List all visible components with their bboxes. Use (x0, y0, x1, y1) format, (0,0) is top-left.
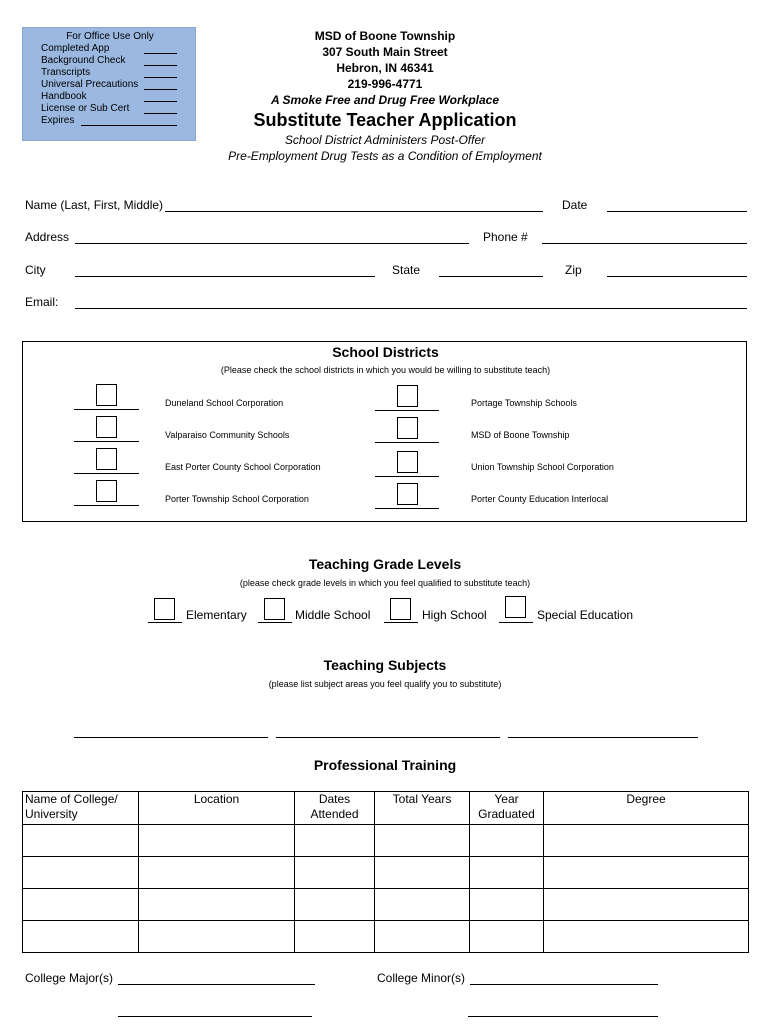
grade-label-special-education: Special Education (537, 608, 634, 622)
district-line (74, 409, 139, 410)
office-item-universal-precautions: Universal Precautions (41, 79, 139, 90)
grade-line (384, 622, 418, 623)
office-line (144, 113, 177, 114)
table-cell[interactable] (375, 857, 470, 889)
district-checkbox-porter-township[interactable] (96, 480, 117, 502)
district-label-portage: Portage Township Schools (471, 398, 577, 408)
table-cell[interactable] (544, 889, 749, 921)
subjects-title: Teaching Subjects (323, 657, 447, 673)
table-cell[interactable] (295, 857, 375, 889)
college-major-field[interactable] (118, 984, 315, 985)
district-label-boone: MSD of Boone Township (471, 430, 570, 440)
office-item-expires: Expires (41, 115, 75, 126)
date-field[interactable] (607, 211, 747, 212)
name-field[interactable] (165, 211, 543, 212)
district-label-valparaiso: Valparaiso Community Schools (165, 430, 290, 440)
grade-label-elementary: Elementary (186, 608, 247, 622)
email-label: Email: (25, 295, 59, 309)
table-row (23, 857, 749, 889)
address-label: Address (25, 230, 70, 244)
training-title: Professional Training (313, 757, 457, 773)
table-cell[interactable] (23, 825, 139, 857)
table-cell[interactable] (375, 921, 470, 953)
subtitle-2: Pre-Employment Drug Tests as a Condition of Employment (228, 149, 542, 163)
table-cell[interactable] (139, 889, 295, 921)
table-cell[interactable] (375, 825, 470, 857)
office-use-box (22, 27, 196, 141)
org-phone: 219-996-4771 (347, 77, 423, 91)
subject-field-1[interactable] (74, 737, 268, 738)
grades-title: Teaching Grade Levels (308, 556, 462, 572)
table-cell[interactable] (295, 921, 375, 953)
table-cell[interactable] (295, 825, 375, 857)
district-checkbox-union[interactable] (397, 451, 418, 473)
table-header-row (23, 792, 749, 825)
office-line (144, 53, 177, 54)
office-use-title: For Office Use Only (66, 31, 154, 42)
district-label-interlocal: Porter County Education Interlocal (471, 494, 609, 504)
college-minor-field[interactable] (470, 984, 658, 985)
col-total-years: Total Years (375, 792, 470, 825)
table-cell[interactable] (295, 889, 375, 921)
school-districts-box (22, 341, 747, 522)
table-cell[interactable] (139, 857, 295, 889)
table-row (23, 921, 749, 953)
district-label-porter-township: Porter Township School Corporation (165, 494, 309, 504)
table-cell[interactable] (23, 889, 139, 921)
district-line (74, 441, 139, 442)
phone-label: Phone # (483, 230, 528, 244)
zip-field[interactable] (607, 276, 747, 277)
college-major-field-2[interactable] (118, 1016, 312, 1017)
table-cell[interactable] (23, 921, 139, 953)
email-field[interactable] (75, 308, 747, 309)
subject-field-2[interactable] (276, 737, 500, 738)
district-label-duneland: Duneland School Corporation (165, 398, 284, 408)
grade-checkbox-elementary[interactable] (154, 598, 175, 620)
district-line (74, 473, 139, 474)
table-cell[interactable] (470, 857, 544, 889)
district-checkbox-interlocal[interactable] (397, 483, 418, 505)
districts-title: School Districts (332, 344, 439, 360)
col-college: Name of College/ University (23, 792, 139, 825)
office-line (144, 101, 177, 102)
col-location: Location (139, 792, 295, 825)
subjects-instruction: (please list subject areas you feel qualify you to substitute) (268, 679, 502, 689)
table-cell[interactable] (470, 889, 544, 921)
district-line (375, 508, 439, 509)
district-line (74, 505, 139, 506)
org-city: Hebron, IN 46341 (336, 61, 434, 75)
office-item-license: License or Sub Cert (41, 103, 130, 114)
grade-line (499, 622, 533, 623)
date-label: Date (562, 198, 588, 212)
col-year-graduated: Year Graduated (470, 792, 544, 825)
grade-label-middle-school: Middle School (295, 608, 371, 622)
office-item-background-check: Background Check (41, 55, 126, 66)
grade-checkbox-special-education[interactable] (505, 596, 526, 618)
grade-label-high-school: High School (422, 608, 487, 622)
district-line (375, 410, 439, 411)
district-checkbox-duneland[interactable] (96, 384, 117, 406)
table-row (23, 825, 749, 857)
col-degree: Degree (544, 792, 749, 825)
state-label: State (392, 263, 421, 277)
city-label: City (25, 263, 46, 277)
office-line (144, 77, 177, 78)
office-line (144, 89, 177, 90)
office-item-transcripts: Transcripts (41, 67, 91, 78)
table-cell[interactable] (23, 857, 139, 889)
name-label: Name (Last, First, Middle) (25, 198, 164, 212)
district-checkbox-east-porter[interactable] (96, 448, 117, 470)
grades-instruction: (please check grade levels in which you feel qualified to substitute teach) (239, 578, 531, 588)
page-title: Substitute Teacher Application (253, 110, 517, 130)
office-line (81, 125, 177, 126)
zip-label: Zip (565, 263, 582, 277)
table-cell[interactable] (470, 921, 544, 953)
district-label-union: Union Township School Corporation (471, 462, 614, 472)
district-checkbox-boone[interactable] (397, 417, 418, 439)
grade-checkbox-middle-school[interactable] (264, 598, 285, 620)
tagline: A Smoke Free and Drug Free Workplace (270, 93, 500, 107)
district-label-east-porter: East Porter County School Corporation (165, 462, 321, 472)
office-item-completed-app: Completed App (41, 43, 110, 54)
college-minor-field-2[interactable] (468, 1016, 658, 1017)
table-cell[interactable] (544, 921, 749, 953)
address-field[interactable] (75, 243, 469, 244)
state-field[interactable] (439, 276, 543, 277)
col-dates-attended: Dates Attended (295, 792, 375, 825)
office-item-handbook: Handbook (41, 91, 87, 102)
table-cell[interactable] (470, 825, 544, 857)
district-checkbox-valparaiso[interactable] (96, 416, 117, 438)
phone-field[interactable] (542, 243, 747, 244)
office-line (144, 65, 177, 66)
table-cell[interactable] (139, 825, 295, 857)
table-cell[interactable] (544, 825, 749, 857)
table-row (23, 889, 749, 921)
subtitle-1: School District Administers Post-Offer (284, 133, 486, 147)
subject-field-3[interactable] (508, 737, 698, 738)
college-major-label: College Major(s) (25, 971, 114, 985)
grade-checkbox-high-school[interactable] (390, 598, 411, 620)
district-checkbox-portage[interactable] (397, 385, 418, 407)
table-cell[interactable] (544, 857, 749, 889)
district-line (375, 442, 439, 443)
table-cell[interactable] (139, 921, 295, 953)
college-minor-label: College Minor(s) (377, 971, 466, 985)
district-line (375, 476, 439, 477)
grade-line (258, 622, 292, 623)
table-cell[interactable] (375, 889, 470, 921)
org-street: 307 South Main Street (322, 45, 448, 59)
city-field[interactable] (75, 276, 375, 277)
grade-line (148, 622, 182, 623)
org-name: MSD of Boone Township (314, 29, 456, 43)
districts-instruction: (Please check the school districts in which you would be willing to substitute teach) (220, 365, 551, 375)
training-table (22, 791, 749, 953)
